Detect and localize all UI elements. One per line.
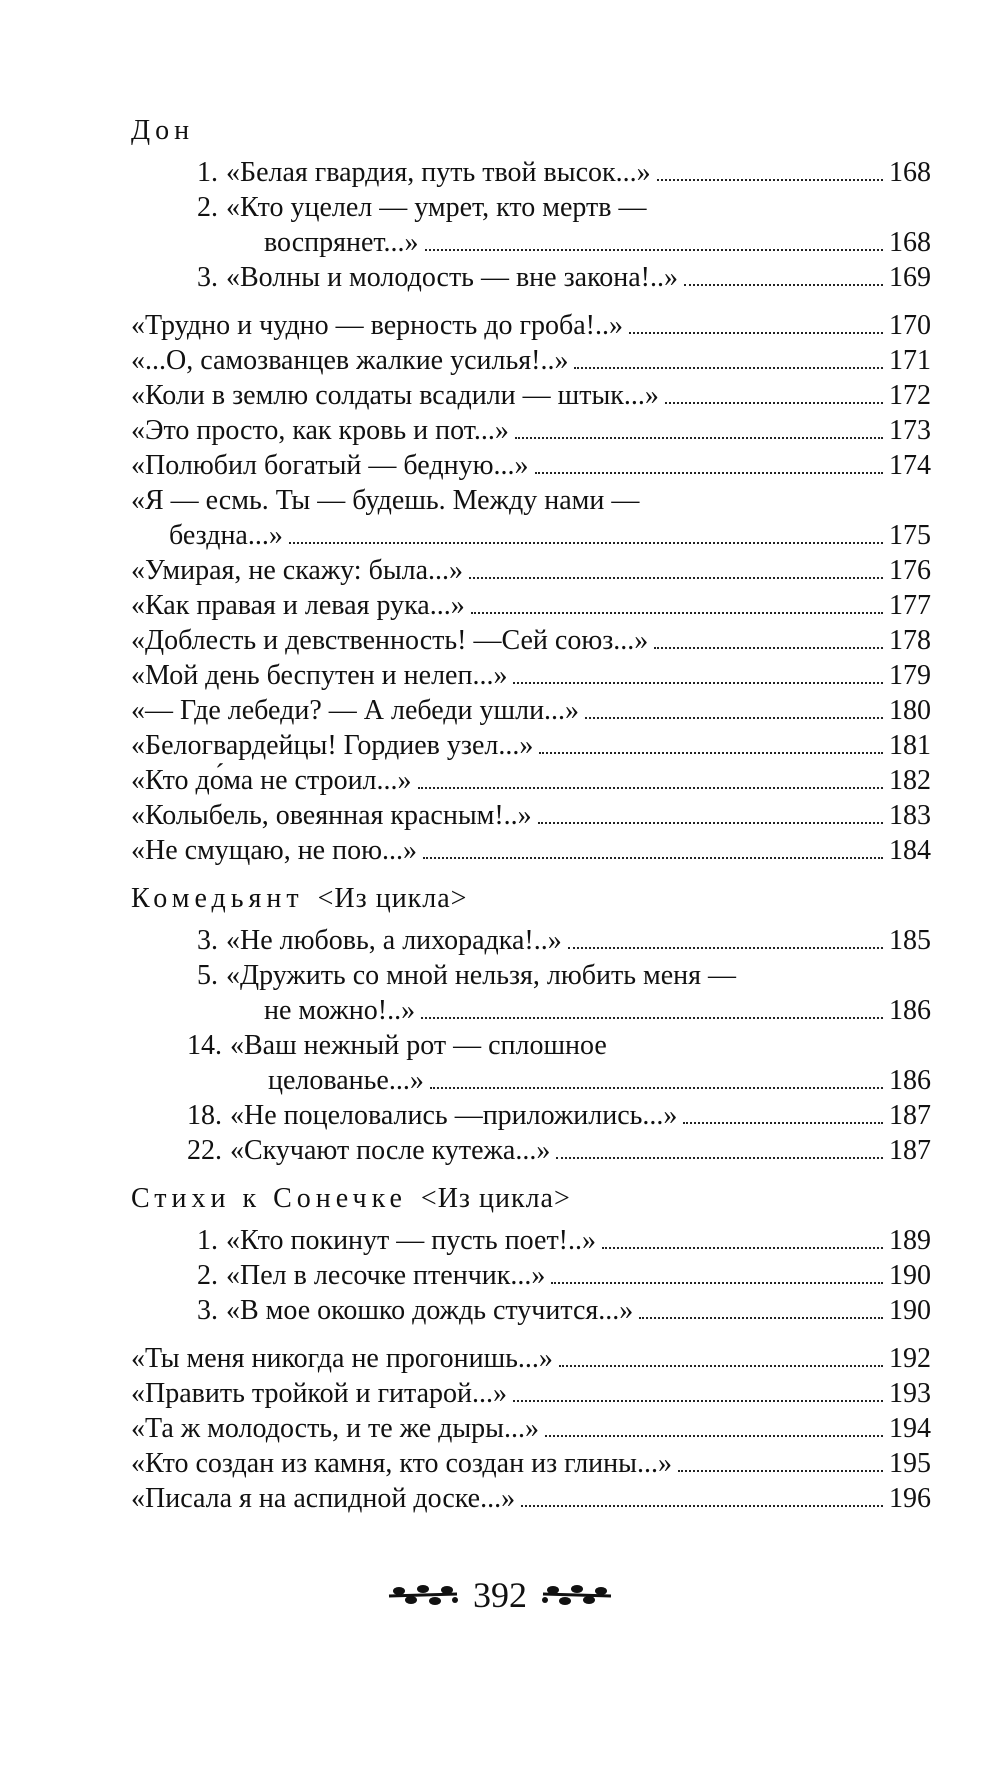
entry-page: 169 bbox=[889, 262, 931, 293]
dot-leader bbox=[423, 857, 883, 859]
toc-entry bbox=[131, 833, 931, 868]
entry-title: «Доблесть и девственность! —Сей союз...» bbox=[131, 625, 649, 656]
dot-leader bbox=[683, 1122, 883, 1124]
dot-leader bbox=[418, 787, 883, 789]
entry-title: «Умирая, не скажу: была...» bbox=[131, 555, 464, 586]
section-title-text: Комедьянт bbox=[131, 883, 304, 914]
dot-leader bbox=[521, 1505, 883, 1507]
entry-title: «Колыбель, овеянная красным!..» bbox=[131, 800, 532, 831]
entry-title: «Пел в лесочке птенчик...» bbox=[226, 1260, 546, 1291]
entry-row bbox=[131, 833, 931, 868]
entry-title-line: «Я — есмь. Ты — будешь. Между нами — bbox=[131, 485, 640, 516]
dot-leader bbox=[639, 1317, 883, 1319]
entry-title: «Трудно и чудно — верность до гроба!..» bbox=[131, 310, 623, 341]
entry-body bbox=[131, 413, 931, 448]
entry-body bbox=[226, 190, 931, 260]
toc-entry bbox=[131, 260, 931, 295]
entry-title: «Как правая и левая рука...» bbox=[131, 590, 465, 621]
dot-leader bbox=[545, 1435, 883, 1437]
dot-leader bbox=[469, 577, 883, 579]
entry-page: 189 bbox=[889, 1225, 931, 1256]
section-title-text: Дон bbox=[131, 115, 195, 146]
entry-body bbox=[131, 1341, 931, 1376]
entry-body bbox=[226, 1223, 931, 1258]
dot-leader bbox=[602, 1247, 883, 1249]
entry-number: 2. bbox=[197, 192, 218, 223]
toc-entry bbox=[131, 553, 931, 588]
entry-page: 187 bbox=[889, 1135, 931, 1166]
toc-entry bbox=[131, 1223, 931, 1258]
entry-page: 186 bbox=[889, 995, 931, 1026]
dot-leader bbox=[289, 542, 883, 544]
dot-leader bbox=[539, 752, 883, 754]
section-title bbox=[131, 881, 931, 917]
section-gap bbox=[131, 868, 931, 881]
entry-row bbox=[226, 1258, 931, 1293]
section-title-text: Стихи к Сонечке bbox=[131, 1183, 407, 1214]
entry-page: 196 bbox=[889, 1483, 931, 1514]
entry-number: 3. bbox=[197, 262, 218, 293]
dot-leader bbox=[574, 367, 883, 369]
entry-page: 183 bbox=[889, 800, 931, 831]
entry-page: 173 bbox=[889, 415, 931, 446]
entry-body bbox=[131, 833, 931, 868]
entry-page: 180 bbox=[889, 695, 931, 726]
entry-row bbox=[131, 658, 931, 693]
dot-leader bbox=[551, 1282, 883, 1284]
toc-entry bbox=[131, 1028, 931, 1098]
entry-row bbox=[230, 1098, 931, 1133]
entry-page: 171 bbox=[889, 345, 931, 376]
dot-leader bbox=[684, 284, 883, 286]
entry-title: «Волны и молодость — вне закона!..» bbox=[226, 262, 678, 293]
entry-number: 2. bbox=[197, 1260, 218, 1291]
entry-page: 190 bbox=[889, 1295, 931, 1326]
entry-title: «Это просто, как кровь и пот...» bbox=[131, 415, 509, 446]
dot-leader bbox=[515, 437, 883, 439]
entry-page: 182 bbox=[889, 765, 931, 796]
entry-page: 178 bbox=[889, 625, 931, 656]
entry-body bbox=[131, 378, 931, 413]
entry-page: 179 bbox=[889, 660, 931, 691]
entry-row bbox=[131, 413, 931, 448]
toc-entry bbox=[131, 1376, 931, 1411]
entry-number: 5. bbox=[197, 960, 218, 991]
entry-title: «Не смущаю, не пою...» bbox=[131, 835, 418, 866]
toc-entry bbox=[131, 1341, 931, 1376]
entry-row bbox=[226, 225, 931, 260]
toc-entry bbox=[131, 728, 931, 763]
section-gap bbox=[131, 1168, 931, 1181]
dot-leader bbox=[665, 402, 883, 404]
dot-leader bbox=[559, 1365, 883, 1367]
dot-leader bbox=[538, 822, 883, 824]
entry-page: 170 bbox=[889, 310, 931, 341]
section-title bbox=[131, 113, 931, 149]
dot-leader bbox=[657, 179, 883, 181]
entry-row bbox=[226, 993, 931, 1028]
entry-page: 190 bbox=[889, 1260, 931, 1291]
entry-row bbox=[131, 1411, 931, 1446]
section-title bbox=[131, 1181, 931, 1217]
page-footer bbox=[0, 1574, 1000, 1616]
entry-row bbox=[131, 553, 931, 588]
toc-entry bbox=[131, 155, 931, 190]
entry-title: бездна...» bbox=[169, 520, 283, 551]
entry-title: «Скучают после кутежа...» bbox=[230, 1135, 551, 1166]
toc-entry bbox=[131, 923, 931, 958]
toc-entry bbox=[131, 958, 931, 1028]
entry-row bbox=[226, 923, 931, 958]
toc-entry bbox=[131, 1481, 931, 1516]
entry-title: «Править тройкой и гитарой...» bbox=[131, 1378, 508, 1409]
entry-row bbox=[131, 1341, 931, 1376]
entry-body bbox=[131, 623, 931, 658]
entry-page: 172 bbox=[889, 380, 931, 411]
entry-number: 18. bbox=[187, 1100, 222, 1131]
table-of-contents bbox=[131, 113, 931, 1516]
section-subtitle: <Из цикла> bbox=[420, 1183, 571, 1214]
entry-row bbox=[131, 343, 931, 378]
entry-row bbox=[131, 518, 931, 553]
entry-body bbox=[131, 553, 931, 588]
dot-leader bbox=[425, 249, 883, 251]
entry-body bbox=[226, 1258, 931, 1293]
toc-entry bbox=[131, 308, 931, 343]
toc-entry bbox=[131, 763, 931, 798]
toc-entry bbox=[131, 1446, 931, 1481]
entry-row bbox=[226, 1223, 931, 1258]
entry-page: 185 bbox=[889, 925, 931, 956]
entry-body bbox=[131, 483, 931, 553]
entry-title: «...О, самозванцев жалкие усилья!..» bbox=[131, 345, 569, 376]
entry-row bbox=[131, 588, 931, 623]
entry-title: «Писала я на аспидной доске...» bbox=[131, 1483, 516, 1514]
entry-body bbox=[226, 1293, 931, 1328]
entry-body bbox=[131, 1411, 931, 1446]
toc-entry bbox=[131, 448, 931, 483]
entry-body bbox=[131, 343, 931, 378]
entry-title: «Коли в землю солдаты всадили — штык...» bbox=[131, 380, 659, 411]
entry-body bbox=[131, 588, 931, 623]
entry-title: «Мой день беспутен и нелеп...» bbox=[131, 660, 508, 691]
toc-entry bbox=[131, 623, 931, 658]
entry-body bbox=[131, 728, 931, 763]
entry-title: «Не любовь, а лихорадка!..» bbox=[226, 925, 562, 956]
entry-title: воспрянет...» bbox=[264, 227, 419, 258]
entry-page: 177 bbox=[889, 590, 931, 621]
entry-title: «Не поцеловались —приложились...» bbox=[230, 1100, 678, 1131]
entry-title: не можно!..» bbox=[264, 995, 416, 1026]
entry-title: «— Где лебеди? — А лебеди ушли...» bbox=[131, 695, 580, 726]
entry-title: «Та ж молодость, и те же дыры...» bbox=[131, 1413, 539, 1444]
entry-body bbox=[131, 1481, 931, 1516]
entry-page: 184 bbox=[889, 835, 931, 866]
entry-body bbox=[131, 308, 931, 343]
entry-row bbox=[131, 728, 931, 763]
page-number: 392 bbox=[473, 1575, 527, 1615]
entry-body bbox=[131, 658, 931, 693]
dot-leader bbox=[568, 947, 883, 949]
entry-row bbox=[131, 798, 931, 833]
entry-body bbox=[131, 763, 931, 798]
entry-body bbox=[226, 155, 931, 190]
entry-page: 187 bbox=[889, 1100, 931, 1131]
entry-body bbox=[131, 1446, 931, 1481]
entry-row bbox=[131, 1376, 931, 1411]
dot-leader bbox=[421, 1017, 883, 1019]
entry-row bbox=[226, 1293, 931, 1328]
toc-entry bbox=[131, 798, 931, 833]
entry-title-line: «Дружить со мной нельзя, любить меня — bbox=[226, 960, 737, 991]
entry-page: 181 bbox=[889, 730, 931, 761]
entry-page: 168 bbox=[889, 227, 931, 258]
toc-entry bbox=[131, 190, 931, 260]
dot-leader bbox=[513, 682, 883, 684]
entry-page: 168 bbox=[889, 157, 931, 188]
entry-page: 195 bbox=[889, 1448, 931, 1479]
entry-body bbox=[226, 923, 931, 958]
dot-leader bbox=[629, 332, 883, 334]
toc-entry bbox=[131, 1411, 931, 1446]
entry-title: целованье...» bbox=[268, 1065, 424, 1096]
entry-page: 174 bbox=[889, 450, 931, 481]
entry-number: 3. bbox=[197, 925, 218, 956]
entry-title: «Кто создан из камня, кто создан из глины...» bbox=[131, 1448, 672, 1479]
dot-leader bbox=[678, 1470, 883, 1472]
section-subtitle: <Из цикла> bbox=[317, 883, 468, 914]
entry-page: 194 bbox=[889, 1413, 931, 1444]
entry-page: 193 bbox=[889, 1378, 931, 1409]
toc-entry bbox=[131, 1293, 931, 1328]
entry-title: «Ты меня никогда не прогонишь...» bbox=[131, 1343, 553, 1374]
dot-leader bbox=[535, 472, 884, 474]
entry-title: «Кто до́ма не строил...» bbox=[131, 765, 412, 796]
toc-entry bbox=[131, 378, 931, 413]
entry-body bbox=[131, 798, 931, 833]
entry-page: 192 bbox=[889, 1343, 931, 1374]
section-gap bbox=[131, 1328, 931, 1341]
dot-leader bbox=[513, 1400, 883, 1402]
dot-leader bbox=[585, 717, 883, 719]
entry-row bbox=[230, 1133, 931, 1168]
entry-body bbox=[230, 1028, 931, 1098]
dot-leader bbox=[471, 612, 883, 614]
entry-title: «Полюбил богатый — бедную...» bbox=[131, 450, 529, 481]
entry-number: 1. bbox=[197, 1225, 218, 1256]
entry-title: «Белогвардейцы! Гордиев узел...» bbox=[131, 730, 534, 761]
left-ornament-icon bbox=[387, 1581, 461, 1609]
toc-entry bbox=[131, 693, 931, 728]
entry-row bbox=[226, 155, 931, 190]
entry-body bbox=[230, 1133, 931, 1168]
entry-title: «Белая гвардия, путь твой высок...» bbox=[226, 157, 651, 188]
toc-entry bbox=[131, 588, 931, 623]
entry-row bbox=[131, 308, 931, 343]
entry-body bbox=[226, 260, 931, 295]
entry-row bbox=[131, 1446, 931, 1481]
entry-page: 186 bbox=[889, 1065, 931, 1096]
entry-row bbox=[131, 448, 931, 483]
dot-leader bbox=[654, 647, 883, 649]
right-ornament-icon bbox=[539, 1581, 613, 1609]
toc-entry bbox=[131, 413, 931, 448]
entry-row bbox=[131, 763, 931, 798]
section-gap bbox=[131, 295, 931, 308]
entry-number: 3. bbox=[197, 1295, 218, 1326]
entry-row bbox=[226, 260, 931, 295]
entry-page: 175 bbox=[889, 520, 931, 551]
entry-number: 1. bbox=[197, 157, 218, 188]
toc-entry bbox=[131, 1133, 931, 1168]
entry-body bbox=[131, 693, 931, 728]
entry-row bbox=[230, 1063, 931, 1098]
toc-entry bbox=[131, 1098, 931, 1133]
entry-row bbox=[131, 378, 931, 413]
entry-body bbox=[226, 958, 931, 1028]
toc-entry bbox=[131, 483, 931, 553]
dot-leader bbox=[430, 1087, 883, 1089]
toc-entry bbox=[131, 1258, 931, 1293]
entry-page: 176 bbox=[889, 555, 931, 586]
entry-title-line: «Кто уцелел — умрет, кто мертв — bbox=[226, 192, 647, 223]
dot-leader bbox=[556, 1157, 883, 1159]
entry-title: «В мое окошко дождь стучится...» bbox=[226, 1295, 634, 1326]
entry-body bbox=[230, 1098, 931, 1133]
toc-entry bbox=[131, 343, 931, 378]
entry-row bbox=[131, 1481, 931, 1516]
entry-row bbox=[131, 623, 931, 658]
entry-title-line: «Ваш нежный рот — сплошное bbox=[230, 1030, 607, 1061]
entry-title: «Кто покинут — пусть поет!..» bbox=[226, 1225, 597, 1256]
toc-entry bbox=[131, 658, 931, 693]
entry-body bbox=[131, 1376, 931, 1411]
entry-row bbox=[131, 693, 931, 728]
entry-number: 22. bbox=[187, 1135, 222, 1166]
entry-number: 14. bbox=[187, 1030, 222, 1061]
entry-body bbox=[131, 448, 931, 483]
